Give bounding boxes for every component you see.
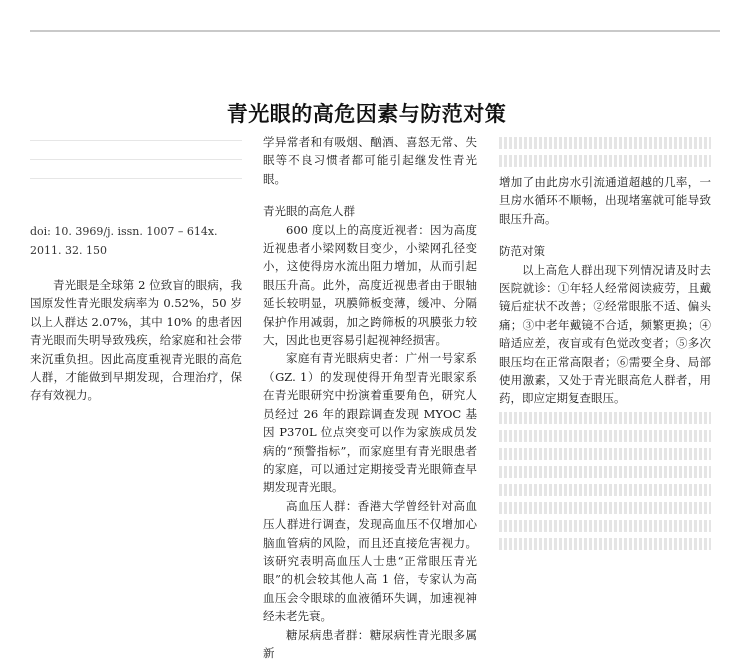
blurred-text-line [499, 137, 711, 149]
paragraph-hypertension: 高血压人群：香港大学曾经针对高血压人群进行调查，发现高血压不仅增加心脑血管病的风险，而且还直接危害视力。该研究表明高血压人士患“正常眼压青光眼”的机会较其他人高 1 倍，专家认为高血压会令眼球的血液循环失调，加速视神经未老先衰。 [263, 498, 477, 624]
right-column [499, 133, 711, 556]
faded-rule [30, 140, 242, 141]
left-column [30, 140, 242, 197]
page-top-rule [30, 30, 720, 32]
faded-rule [30, 159, 242, 160]
faded-rule [30, 178, 242, 179]
middle-column [263, 133, 477, 662]
blurred-text-line [499, 448, 711, 460]
paragraph-myopia: 600 度以上的高度近视者：因为高度近视患者小梁网数目变少，小梁网孔径变小，这使得房水流出阻力增加，从而引起眼压升高。此外，高度近视患者由于眼轴延长较明显，巩膜筛板变薄，缓冲、分隔保护作用减弱，加之跨筛板的巩膜张力较大，因此也更容易引起视神经损害。 [263, 222, 477, 348]
paragraph-diabetes: 糖尿病患者群：糖尿病性青光眼多属新 [263, 627, 477, 660]
section-heading-prevention: 防范对策 [499, 244, 545, 259]
paragraph-prevention: 以上高危人群出现下列情况请及时去医院就诊：①年轻人经常阅读疲劳，且戴镜后症状不改善；②经常眼胀不适、偏头痛；③中老年戴镜不合适，频繁更换；④暗适应差，夜盲或有色觉改变者；⑤多次眼压均在正常高限者；⑥需要全身、局部使用激素，又处于青光眼高危人群者，用药，即应定期复查眼压。 [499, 262, 711, 406]
blurred-text-line [499, 412, 711, 424]
article-title: 青光眼的高危因素与防范对策 [226, 102, 507, 127]
section-heading-high-risk: 青光眼的高危人群 [263, 204, 355, 219]
middle-continued-paragraph: 学异常者和有吸烟、酗酒、喜怒无常、失眠等不良习惯者都可能引起继发性青光眼。 [263, 135, 477, 186]
blurred-text-line [499, 520, 711, 532]
blurred-text-line [499, 155, 711, 167]
blurred-text-line [499, 484, 711, 496]
doi-line: doi: 10. 3969/j. issn. 1007 – 614x. 2011. 32. 150 [30, 225, 218, 257]
blurred-text-line [499, 466, 711, 478]
blurred-text-line [499, 502, 711, 514]
paragraph-family-history: 家庭有青光眼病史者：广州一号家系（GZ. 1）的发现使得开角型青光眼家系在青光眼研究中扮演着重要角色，研究人员经过 26 年的跟踪调查发现 MYOC 基因 P370L 位点突变可以作为家族成员发病的“预警指标”，而家庭里有青光眼患者的家庭，可以通过定期接受青光眼筛查早期发现青光眼。 [263, 351, 477, 495]
left-intro-block [30, 276, 242, 405]
blurred-text-line [499, 430, 711, 442]
blurred-text-line [499, 538, 711, 550]
right-continued-paragraph: 增加了由此房水引流通道超越的几率，一旦房水循环不顺畅，出现堵塞就可能导致眼压升高。 [499, 175, 711, 226]
intro-paragraph: 青光眼是全球第 2 位致盲的眼病，我国原发性青光眼发病率为 0.52%，50 岁以上人群达 2.07%，其中 10% 的患者因青光眼而失明导致残疾，给家庭和社会带来沉重负担。因此高度重视青光眼的高危人群，才能做到早期发现，合理治疗，保存有效视力。 [30, 278, 242, 403]
